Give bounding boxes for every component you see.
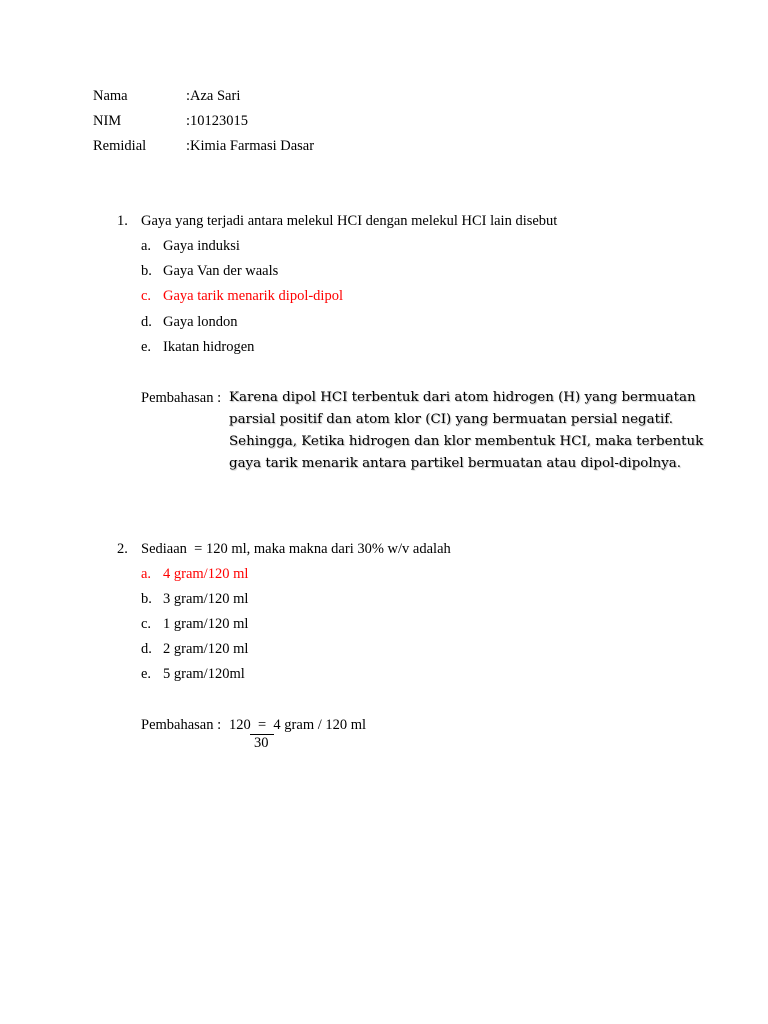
option-letter: d. xyxy=(141,314,152,330)
option-text: 1 gram/120 ml xyxy=(163,616,249,632)
option-text: Gaya london xyxy=(163,314,238,330)
option-text: Ikatan hidrogen xyxy=(163,339,255,355)
header-label-nama: Nama xyxy=(93,88,128,104)
question-text: Sediaan = 120 ml, maka makna dari 30% w/v adalah xyxy=(141,541,451,557)
pembahasan-line: Sehingga, Ketika hidrogen dan klor membentuk HCI, maka terbentuk xyxy=(229,434,704,449)
option-text-correct: 4 gram/120 ml xyxy=(163,566,249,582)
option-letter: b. xyxy=(141,263,152,279)
option-letter: e. xyxy=(141,339,152,355)
option-text: 3 gram/120 ml xyxy=(163,591,249,607)
fraction-numerator: 120 xyxy=(229,717,251,733)
question-number: 2. xyxy=(117,541,128,557)
option-letter: c. xyxy=(141,616,152,632)
pembahasan-line: parsial positif dan atom klor (CI) yang bermuatan persial negatif. xyxy=(229,412,673,427)
header-label-remidial: Remidial xyxy=(93,138,147,154)
option-text: Gaya induksi xyxy=(163,238,240,254)
option-text: 2 gram/120 ml xyxy=(163,641,249,657)
option-letter: e. xyxy=(141,666,152,682)
header-value-remidial: :Kimia Farmasi Dasar xyxy=(186,138,315,154)
option-letter-correct: a. xyxy=(141,566,152,582)
header-label-nim: NIM xyxy=(93,113,122,129)
option-letter: d. xyxy=(141,641,152,657)
question-text: Gaya yang terjadi antara melekul HCI dengan melekul HCI lain disebut xyxy=(141,213,558,229)
option-letter: b. xyxy=(141,591,152,607)
header-value-nim: :10123015 xyxy=(186,113,249,129)
question-number: 1. xyxy=(117,213,128,229)
option-letter-correct: c. xyxy=(141,288,152,304)
fraction-denominator: 30 xyxy=(254,735,269,751)
option-text: 5 gram/120ml xyxy=(163,666,245,682)
fraction-result: = 4 gram / 120 ml xyxy=(258,717,367,733)
pembahasan-line: gaya tarik menarik antara partikel bermuatan atau dipol-dipolnya. xyxy=(229,456,682,471)
pembahasan-label: Pembahasan : xyxy=(141,717,222,733)
option-text: Gaya Van der waals xyxy=(163,263,279,279)
pembahasan-label: Pembahasan : xyxy=(141,390,222,406)
header-value-nama: :Aza Sari xyxy=(186,88,241,104)
option-text-correct: Gaya tarik menarik dipol-dipol xyxy=(163,288,343,304)
pembahasan-line: Karena dipol HCI terbentuk dari atom hidrogen (H) yang bermuatan xyxy=(229,390,696,405)
option-letter: a. xyxy=(141,238,152,254)
